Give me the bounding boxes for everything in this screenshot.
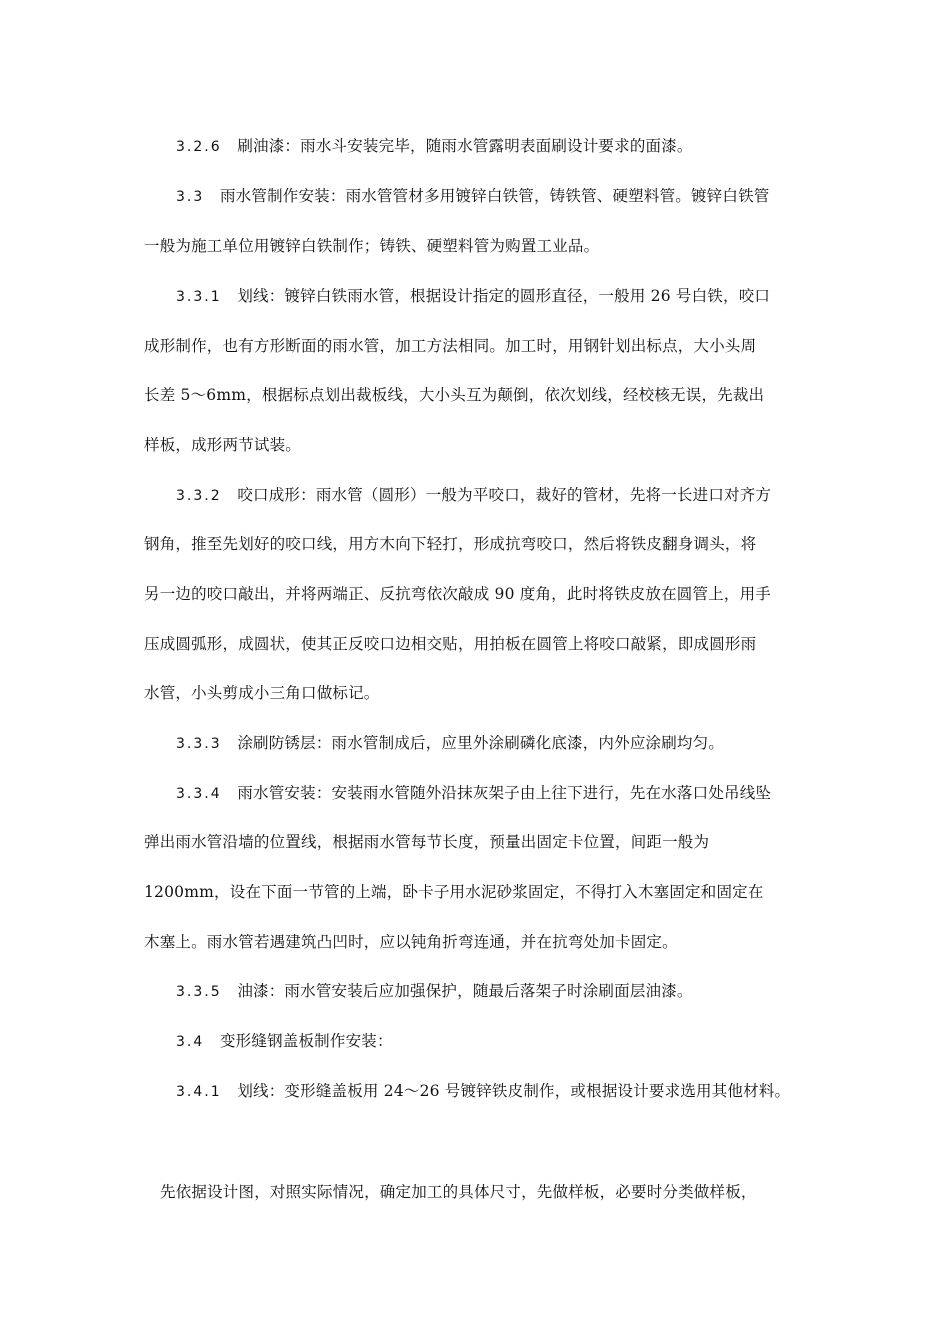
section-number: 3.3.4: [176, 786, 222, 802]
paragraph-line: [176, 485, 771, 506]
section-number: 3.3.2: [176, 488, 222, 504]
paragraph-text: 雨水管安装：安装雨水管随外沿抹灰架子由上往下进行，先在水落口处吊线坠: [221, 784, 772, 802]
section-number: 3.3.3: [176, 736, 222, 752]
paragraph-line: [176, 186, 769, 207]
paragraph-line: 另一边的咬口敲出，并将两端正、反抗弯依次敲成 90 度角，此时将铁皮放在圆管上，用手: [144, 585, 771, 603]
section-number: 3.3: [176, 189, 205, 205]
paragraph-text: 涂刷防锈层：雨水管制成后，应里外涂刷磷化底漆，内外应涂刷均匀。: [221, 734, 725, 752]
paragraph-text: 雨水管制作安装：雨水管管材多用镀锌白铁管，铸铁管、硬塑料管。镀锌白铁管: [204, 187, 770, 205]
section-number: 3.3.5: [176, 984, 222, 1000]
paragraph-text: 变形缝钢盖板制作安装：: [204, 1032, 393, 1050]
paragraph-line: 压成圆弧形，成圆状，使其正反咬口边相交贴，用拍板在圆管上将咬口敲紧，即成圆形雨: [144, 635, 757, 653]
paragraph-text: 油漆：雨水管安装后应加强保护，随最后落架子时涂刷面层油漆。: [221, 982, 693, 1000]
paragraph-line: [176, 981, 693, 1002]
paragraph-line: [176, 1031, 393, 1052]
paragraph-line: 样板，成形两节试装。: [144, 436, 302, 454]
paragraph-text: 划线：变形缝盖板用 24～26 号镀锌铁皮制作，或根据设计要求选用其他材料。: [221, 1082, 791, 1100]
section-number: 3.4.1: [176, 1084, 222, 1100]
paragraph-line: [176, 1081, 790, 1102]
paragraph-text: 咬口成形：雨水管（圆形）一般为平咬口，裁好的管材，先将一长进口对齐方: [221, 486, 772, 504]
paragraph-line: 水管，小头剪成小三角口做标记。: [144, 684, 380, 702]
section-number: 3.4: [176, 1034, 205, 1050]
paragraph-text: 划线：镀锌白铁雨水管，根据设计指定的圆形直径，一般用 26 号白铁，咬口: [221, 287, 771, 305]
paragraph-line: [176, 286, 770, 307]
paragraph-line: 木塞上。雨水管若遇建筑凸凹时，应以钝角折弯连通，并在抗弯处加卡固定。: [144, 933, 678, 951]
section-number: 3.3.1: [176, 289, 222, 305]
section-number: 3.2.6: [176, 139, 222, 155]
paragraph-line: 长差 5～6mm，根据标点划出裁板线，大小头互为颠倒，依次划线，经校核无误，先裁出: [144, 386, 765, 404]
paragraph-line: 钢角，推至先划好的咬口线，用方木向下轻打，形成抗弯咬口，然后将铁皮翻身调头，将: [144, 535, 757, 553]
paragraph-line: 先依据设计图，对照实际情况，确定加工的具体尺寸，先做样板，必要时分类做样板，: [160, 1183, 757, 1201]
paragraph-line: 弹出雨水管沿墙的位置线，根据雨水管每节长度，预量出固定卡位置，间距一般为: [144, 833, 710, 851]
paragraph-text: 刷油漆：雨水斗安装完毕，随雨水管露明表面刷设计要求的面漆。: [221, 137, 693, 155]
paragraph-line: 成形制作，也有方形断面的雨水管，加工方法相同。加工时，用钢针划出标点，大小头周: [144, 337, 757, 355]
paragraph-line: 一般为施工单位用镀锌白铁制作；铸铁、硬塑料管为购置工业品。: [144, 237, 600, 255]
paragraph-line: 1200mm，设在下面一节管的上端，卧卡子用水泥砂浆固定，不得打入木塞固定和固定在: [144, 883, 764, 901]
paragraph-line: [176, 783, 771, 804]
paragraph-line: [176, 733, 724, 754]
paragraph-line: [176, 136, 693, 157]
